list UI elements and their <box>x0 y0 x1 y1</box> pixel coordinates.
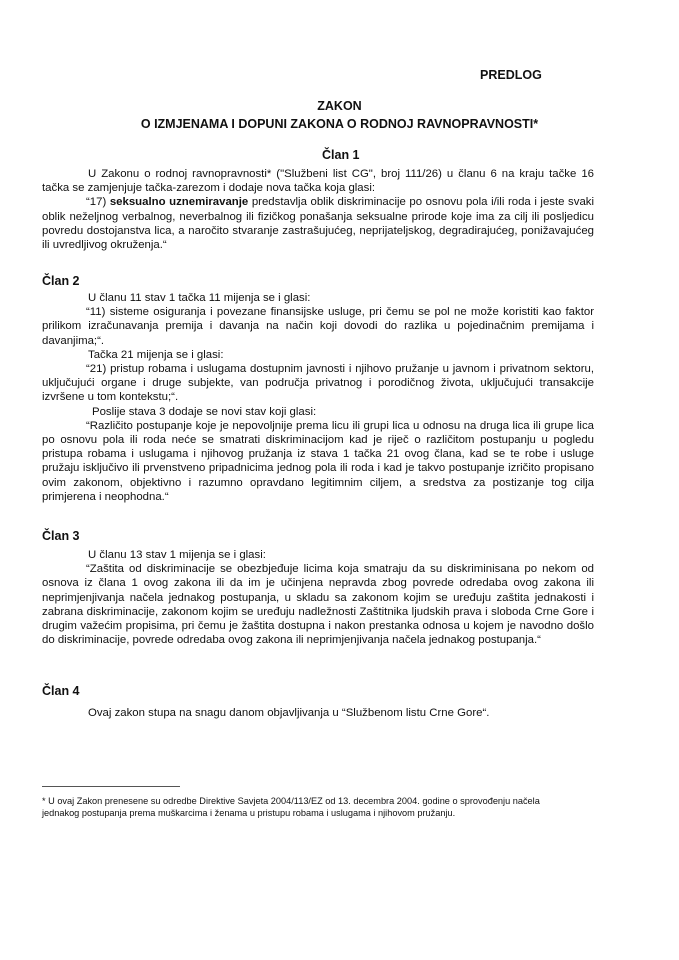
footnote: * U ovaj Zakon prenesene su odredbe Direktive Savjeta 2004/113/EZ od 13. decembra 2004. godine o sprovođenju načela jednakog postupanja prema muškarcima i ženama u pristupu robama i uslugama i njihovom pružanju. <box>42 796 540 818</box>
proposal-label: PREDLOG <box>480 68 542 82</box>
article-2-paragraph-6: “Različito postupanje koje je nepovoljnije prema licu ili grupi lica u odnosu na druga lica ili grupe lica po osnovu pola ili roda neće se smatrati diskriminacijom kad je riječ o različitom postupanju u pogledu pristupa robama i uslugama i njihovog pružanja iz stava 1 tačka 21 ovog člana, kad se te robe i usluge pružaju isključivo ili prvenstveno pripadnicima jednog pola ili roda i kad je takvo postupanje izričito propisano ovim zakonom, objektivno i razumno opravdano legitimnim ciljem, a sredstva za postizanje tog cilja primjerena i neophodna.“ <box>42 419 594 503</box>
article-4-paragraph-1: Ovaj zakon stupa na snagu danom objavljivanja u “Službenom listu Crne Gore“. <box>88 707 490 719</box>
article-2-paragraph-4: “21) pristup robama i uslugama dostupnim javnosti i njihovo pružanje u javnom i privatnom sektoru, uključujući organe i druge subjekte, van područja privatnog i porodičnog života, uključujući transakcije izvršene u tom kontekstu;“. <box>42 363 594 404</box>
footnote-separator <box>42 786 180 787</box>
law-subtitle: O IZMJENAMA I DOPUNI ZAKONA O RODNOJ RAVNOPRAVNOSTI* <box>140 117 539 131</box>
item-17-definition: predstavlja oblik diskriminacije po osnovu pola i/ili roda i jeste svaki oblik neželjnog verbalnog, neverbalnog ili fizičkog ponašanja seksualne prirode koje ima za cilj ili posljedicu povredu dostojanstva lica, a naročito stvaranje zastrašujućeg, neprijateljskog, degradirajućeg, ponižavajućeg ili uvredljivog okruženja.“ <box>42 196 595 252</box>
article-2-paragraph-3: Tačka 21 mijenja se i glasi: <box>88 348 224 361</box>
article-2-heading: Član 2 <box>42 274 80 288</box>
article-1-paragraph-1: U Zakonu o rodnoj ravnopravnosti* ("Službeni list CG", broj 111/26) u članu 6 na kraju tačke 16 tačka se zamjenjuje tačka-zarezom i dodaje nova tačka koja glasi: <box>42 168 594 195</box>
article-1-paragraph-2 <box>42 195 594 252</box>
article-2-paragraph-2: “11) sisteme osiguranja i povezane finansijske usluge, pri čemu se pol ne može koristiti kao faktor prilikom izračunavanja premija i davanja na način koji dovodi do razlika u pojedinačnim premijama i davanjima;“. <box>42 306 594 347</box>
article-3-paragraph-2: “Zaštita od diskriminacije se obezbjeđuje licima koja smatraju da su diskriminisana po nekom od osnova iz člana 1 ovog zakona ili da im je učinjena nepravda zbog povrede odredaba ovog zakona ili neprimjenjivanja načela jednakog postupanja, u skladu sa zakonom kojim se uređuju zaštita jednakosti i zabrana diskriminacije, zakonom kojim se uređuju nadležnosti Zaštitnika ljudskih prava i sloboda Crne Gore i drugim važećim propisima, pri čemu je žaštita dostupna i nakon prestanka odnosa u kojem je navodno došlo do diskriminacije, povrede odredaba ovog zakona ili neprimjenjivanja načela jednakog postupanja.“ <box>42 563 594 647</box>
article-2-paragraph-5: Poslije stava 3 dodaje se novi stav koji glasi: <box>92 405 317 418</box>
article-4-body <box>42 706 594 720</box>
article-3-heading: Član 3 <box>42 529 80 543</box>
article-1-heading: Član 1 <box>322 148 360 162</box>
law-title: ZAKON <box>317 99 362 113</box>
article-4-heading: Član 4 <box>42 684 80 698</box>
article-2-body <box>42 291 594 504</box>
article-3-body <box>42 548 594 647</box>
article-3-paragraph-1: U članu 13 stav 1 mijenja se i glasi: <box>88 549 266 561</box>
item-17-prefix: “17) <box>86 196 110 209</box>
item-17-term: seksualno uznemiravanje <box>109 196 249 209</box>
article-2-paragraph-1: U članu 11 stav 1 tačka 11 mijenja se i glasi: <box>88 292 311 304</box>
article-1-body <box>42 167 594 252</box>
